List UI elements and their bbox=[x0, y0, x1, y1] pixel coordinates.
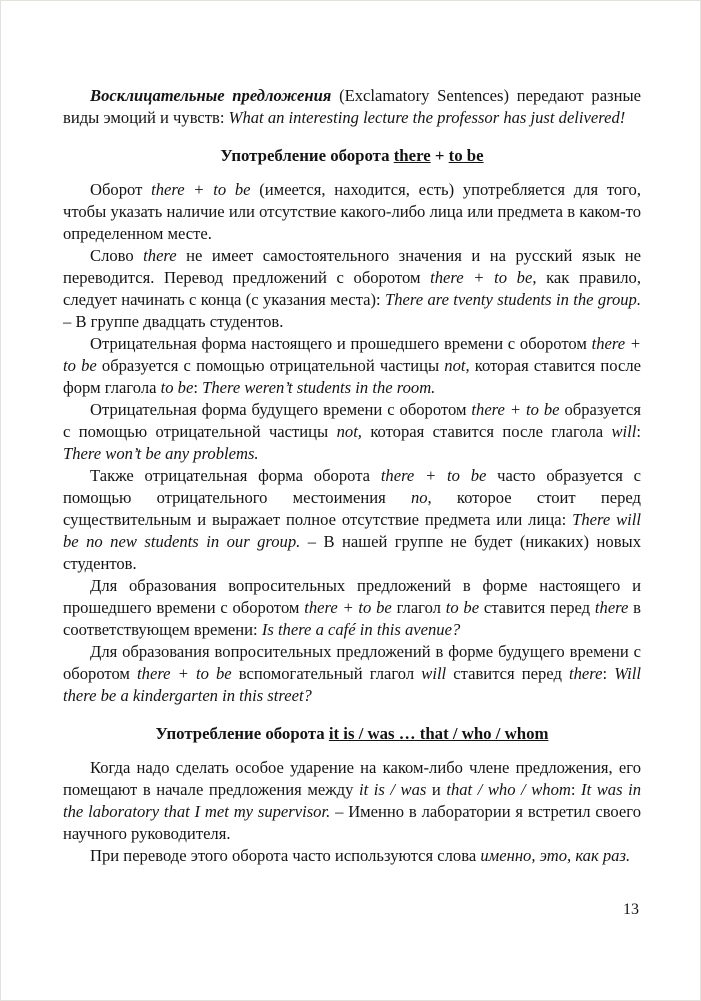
paragraph bbox=[63, 333, 641, 399]
text-run: Восклицательные предложения bbox=[90, 86, 332, 105]
text-run: not, bbox=[336, 422, 362, 441]
text-run: there + to be bbox=[151, 180, 251, 199]
text-run: will bbox=[421, 664, 447, 683]
text-run: There will be no new students in our group. bbox=[63, 510, 641, 551]
text-run: ставится перед bbox=[479, 598, 595, 617]
text-run: ставится перед bbox=[446, 664, 570, 683]
text-run: Слово bbox=[90, 246, 144, 265]
text-run: Также отрицательная форма оборота bbox=[90, 466, 381, 485]
section-heading bbox=[63, 145, 641, 167]
paragraph bbox=[63, 575, 641, 641]
text-run: There won’t be any problems. bbox=[63, 444, 259, 463]
paragraph bbox=[63, 85, 641, 129]
text-run: + bbox=[430, 146, 449, 165]
text-run: глагол bbox=[391, 598, 446, 617]
text-run: there + to be bbox=[380, 466, 487, 485]
text-run: there bbox=[569, 664, 603, 683]
section-heading bbox=[63, 723, 641, 745]
paragraph bbox=[63, 179, 641, 245]
text-run: образуется с помощью отрицательной частицы bbox=[96, 356, 445, 375]
text-run: : bbox=[602, 664, 615, 683]
paragraph bbox=[63, 465, 641, 575]
text-run: и bbox=[426, 780, 447, 799]
text-run: в соответствующем времени: bbox=[63, 598, 642, 639]
text-run: : bbox=[570, 780, 582, 799]
text-run: , которое стоит перед существительным и выражает полное отсутствие предмета или лица: bbox=[63, 488, 641, 529]
text-run: to be bbox=[445, 598, 480, 617]
text-run: Отрицательная форма настоящего и прошедшего времени с оборотом bbox=[90, 334, 592, 353]
text-run: it is / was bbox=[358, 780, 427, 799]
text-run: there + to be bbox=[430, 268, 533, 287]
text-run: Употребление оборота bbox=[220, 146, 394, 165]
text-run: которая ставится после форм глагола bbox=[63, 356, 641, 397]
text-run: there + to be bbox=[137, 664, 232, 683]
text-run: there + to be bbox=[471, 400, 560, 419]
paragraph bbox=[63, 641, 641, 707]
text-run: часто образуется с помощью отрицательного местоимения bbox=[63, 466, 641, 507]
text-run: именно, это, как раз. bbox=[480, 846, 631, 865]
text-run: Когда надо сделать особое ударение на каком-либо члене предложения, его помещают в начале предложения между bbox=[63, 758, 641, 799]
text-run: What an interesting lecture the professor has just delivered! bbox=[228, 108, 626, 127]
page-number: 13 bbox=[623, 901, 639, 918]
text-run: not, bbox=[444, 356, 470, 375]
paragraph bbox=[63, 399, 641, 465]
text-run: вспомогательный глагол bbox=[231, 664, 422, 683]
text-run: – Именно в лаборатории я встретил своего научного руководителя. bbox=[63, 802, 641, 843]
text-run: Оборот bbox=[90, 180, 152, 199]
text-run: Для образования вопросительных предложений в форме будущего времени с оборотом bbox=[63, 642, 641, 683]
text-run: При переводе этого оборота часто используются слова bbox=[90, 846, 481, 865]
text-run: that / who / whom bbox=[446, 780, 571, 799]
text-run: It was in the laboratory that I met my supervisor. bbox=[63, 780, 642, 821]
text-run: Для образования вопросительных предложений в форме настоящего и прошедшего времени с оборотом bbox=[63, 576, 641, 617]
text-run: Is there a café in this avenue? bbox=[261, 620, 461, 639]
text-run: образуется с помощью отрицательной частицы bbox=[63, 400, 641, 441]
paragraph bbox=[63, 245, 641, 333]
text-run: Will there be a kindergarten in this street? bbox=[63, 664, 641, 705]
text-run: to be bbox=[160, 378, 194, 397]
text-run: There are tventy students in the group. bbox=[385, 290, 641, 309]
paragraph bbox=[63, 757, 641, 845]
text-run: there bbox=[393, 146, 431, 165]
text-run: no bbox=[410, 488, 428, 507]
text-run: to be bbox=[448, 146, 484, 165]
text-run: – В группе двадцать студентов. bbox=[63, 312, 284, 331]
text-run: : bbox=[193, 378, 203, 397]
text-run: не имеет самостоятельного значения и на русский язык не переводится. Перевод предложений с оборотом bbox=[63, 246, 642, 287]
text-run: которая ставится после глагола bbox=[361, 422, 612, 441]
text-run: there + to be bbox=[63, 334, 641, 375]
text-run: there + to be bbox=[304, 598, 392, 617]
text-run: there bbox=[594, 598, 629, 617]
text-run: – В нашей группе не будет (никаких) новых студентов. bbox=[63, 532, 641, 573]
text-run: Отрицательная форма будущего времени с оборотом bbox=[90, 400, 472, 419]
text-run: will bbox=[611, 422, 637, 441]
text-run: There weren’t students in the room. bbox=[202, 378, 436, 397]
document-content bbox=[63, 85, 641, 867]
text-run: (Exclamatory Sentences) передают разные виды эмоций и чувств: bbox=[63, 86, 642, 127]
text-run: : bbox=[636, 422, 641, 441]
text-run: there bbox=[143, 246, 177, 265]
text-run: Употребление оборота bbox=[155, 724, 329, 743]
paragraph bbox=[63, 845, 641, 867]
text-run: , как правило, следует начинать с конца (с указания места): bbox=[63, 268, 641, 309]
text-run: it is / was … that / who / whom bbox=[328, 724, 549, 743]
text-run: (имеется, находится, есть) употребляется для того, чтобы указать наличие или отсутствие какого-либо лица или предмета в каком-то определенном месте. bbox=[63, 180, 641, 243]
